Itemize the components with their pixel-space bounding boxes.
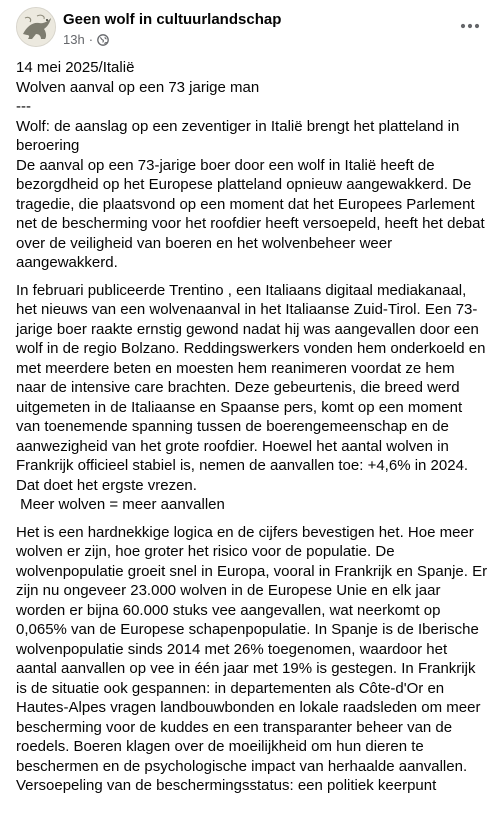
article-paragraph: In februari publiceerde Trentino , een Italiaans digitaal mediakanaal, het nieuws van een wolvenaanval in het Italiaanse Zuid-Tirol. Een 73-jarige boer raakte ernstig gewond nadat hij was aangevallen door een wolf in de regio Bolzano. Reddingswerkers vonden hem onderkoeld en met meerdere beten en moesten hem reanimeren voordat ze hem naar de intensive care brachten. Deze gebeurtenis, die breed werd uitgemeten in de Italiaanse en Spaanse pers, komt op een moment van toenemende spanning tussen de boerengemeenschap en de aanwezigheid van het grote roofdier. Hoewel het aantal wolven in Frankrijk officieel stabiel is, nemen de aanvallen toe: +4,6% in 2024. Dat doet het ergste vrezen. <box>16 281 490 494</box>
article-title: Wolf: de aanslag op een zeventiger in Italië brengt het platteland in beroering <box>16 117 464 154</box>
post-paragraph-2 <box>16 281 488 515</box>
post-paragraph-1 <box>16 58 488 273</box>
post-header <box>0 0 499 56</box>
group-avatar[interactable] <box>16 7 56 47</box>
post-headline: Wolven aanval op een 73 jarige man <box>16 78 260 96</box>
more-options-button[interactable] <box>454 10 486 42</box>
more-horizontal-icon <box>460 23 480 29</box>
post-meta <box>63 32 109 47</box>
post-divider-text: --- <box>16 98 31 115</box>
section-heading: Versoepeling van de beschermingsstatus: een politiek keerpunt <box>16 777 437 794</box>
section-heading: Meer wolven = meer aanvallen <box>16 496 225 513</box>
globe-icon <box>97 34 109 46</box>
article-paragraph: Het is een hardnekkige logica en de cijfers bevestigen het. Hoe meer wolven er zijn, hoe groter het risico voor de populatie. De wolvenpopulatie groeit snel in Europa, vooral in Frankrijk en Spanje. Er zijn nu ongeveer 23.000 wolven in de Europese Unie en elk jaar worden er bijna 60.000 stuks vee aangevallen, wat neerkomt op 0,065% van de Europese schapenpopulatie. In Spanje is de Iberische wolvenpopulatie sinds 2014 met 26% toegenomen, waardoor het aantal aanvallen op vee in één jaar met 19% is gestegen. In Frankrijk is de situatie ook gespannen: in departementen als Côte-d'Or en Hautes-Alpes vragen landbouwbonden en lokale raadsleden om meer bescherming voor de kuddes en een transparanter beheer van de roedels. Boeren klagen over de moeilijkheid om hun dieren te beschermen en de psychologische impact van herhaalde aanvallen. <box>16 523 492 775</box>
meta-separator: · <box>88 32 94 47</box>
post-date-line: 14 mei 2025/Italië <box>16 59 135 76</box>
group-name-link[interactable]: Geen wolf in cultuurlandschap <box>63 11 282 28</box>
post-paragraph-3 <box>16 523 492 796</box>
wolf-sketch-icon <box>17 8 56 47</box>
post-timestamp[interactable]: 13h <box>63 32 85 47</box>
post-body <box>16 58 492 796</box>
article-intro: De aanval op een 73-jarige boer door een wolf in Italië heeft de bezorgdheid op het Europese platteland opnieuw aangewakkerd. De tragedie, die plaatsvond op een moment dat het Europees Parlement net de bescherming voor het roofdier heeft versoepeld, heeft het debat over de veiligheid van boeren en het wolvenbeheer weer aangewakkerd. <box>16 156 489 271</box>
